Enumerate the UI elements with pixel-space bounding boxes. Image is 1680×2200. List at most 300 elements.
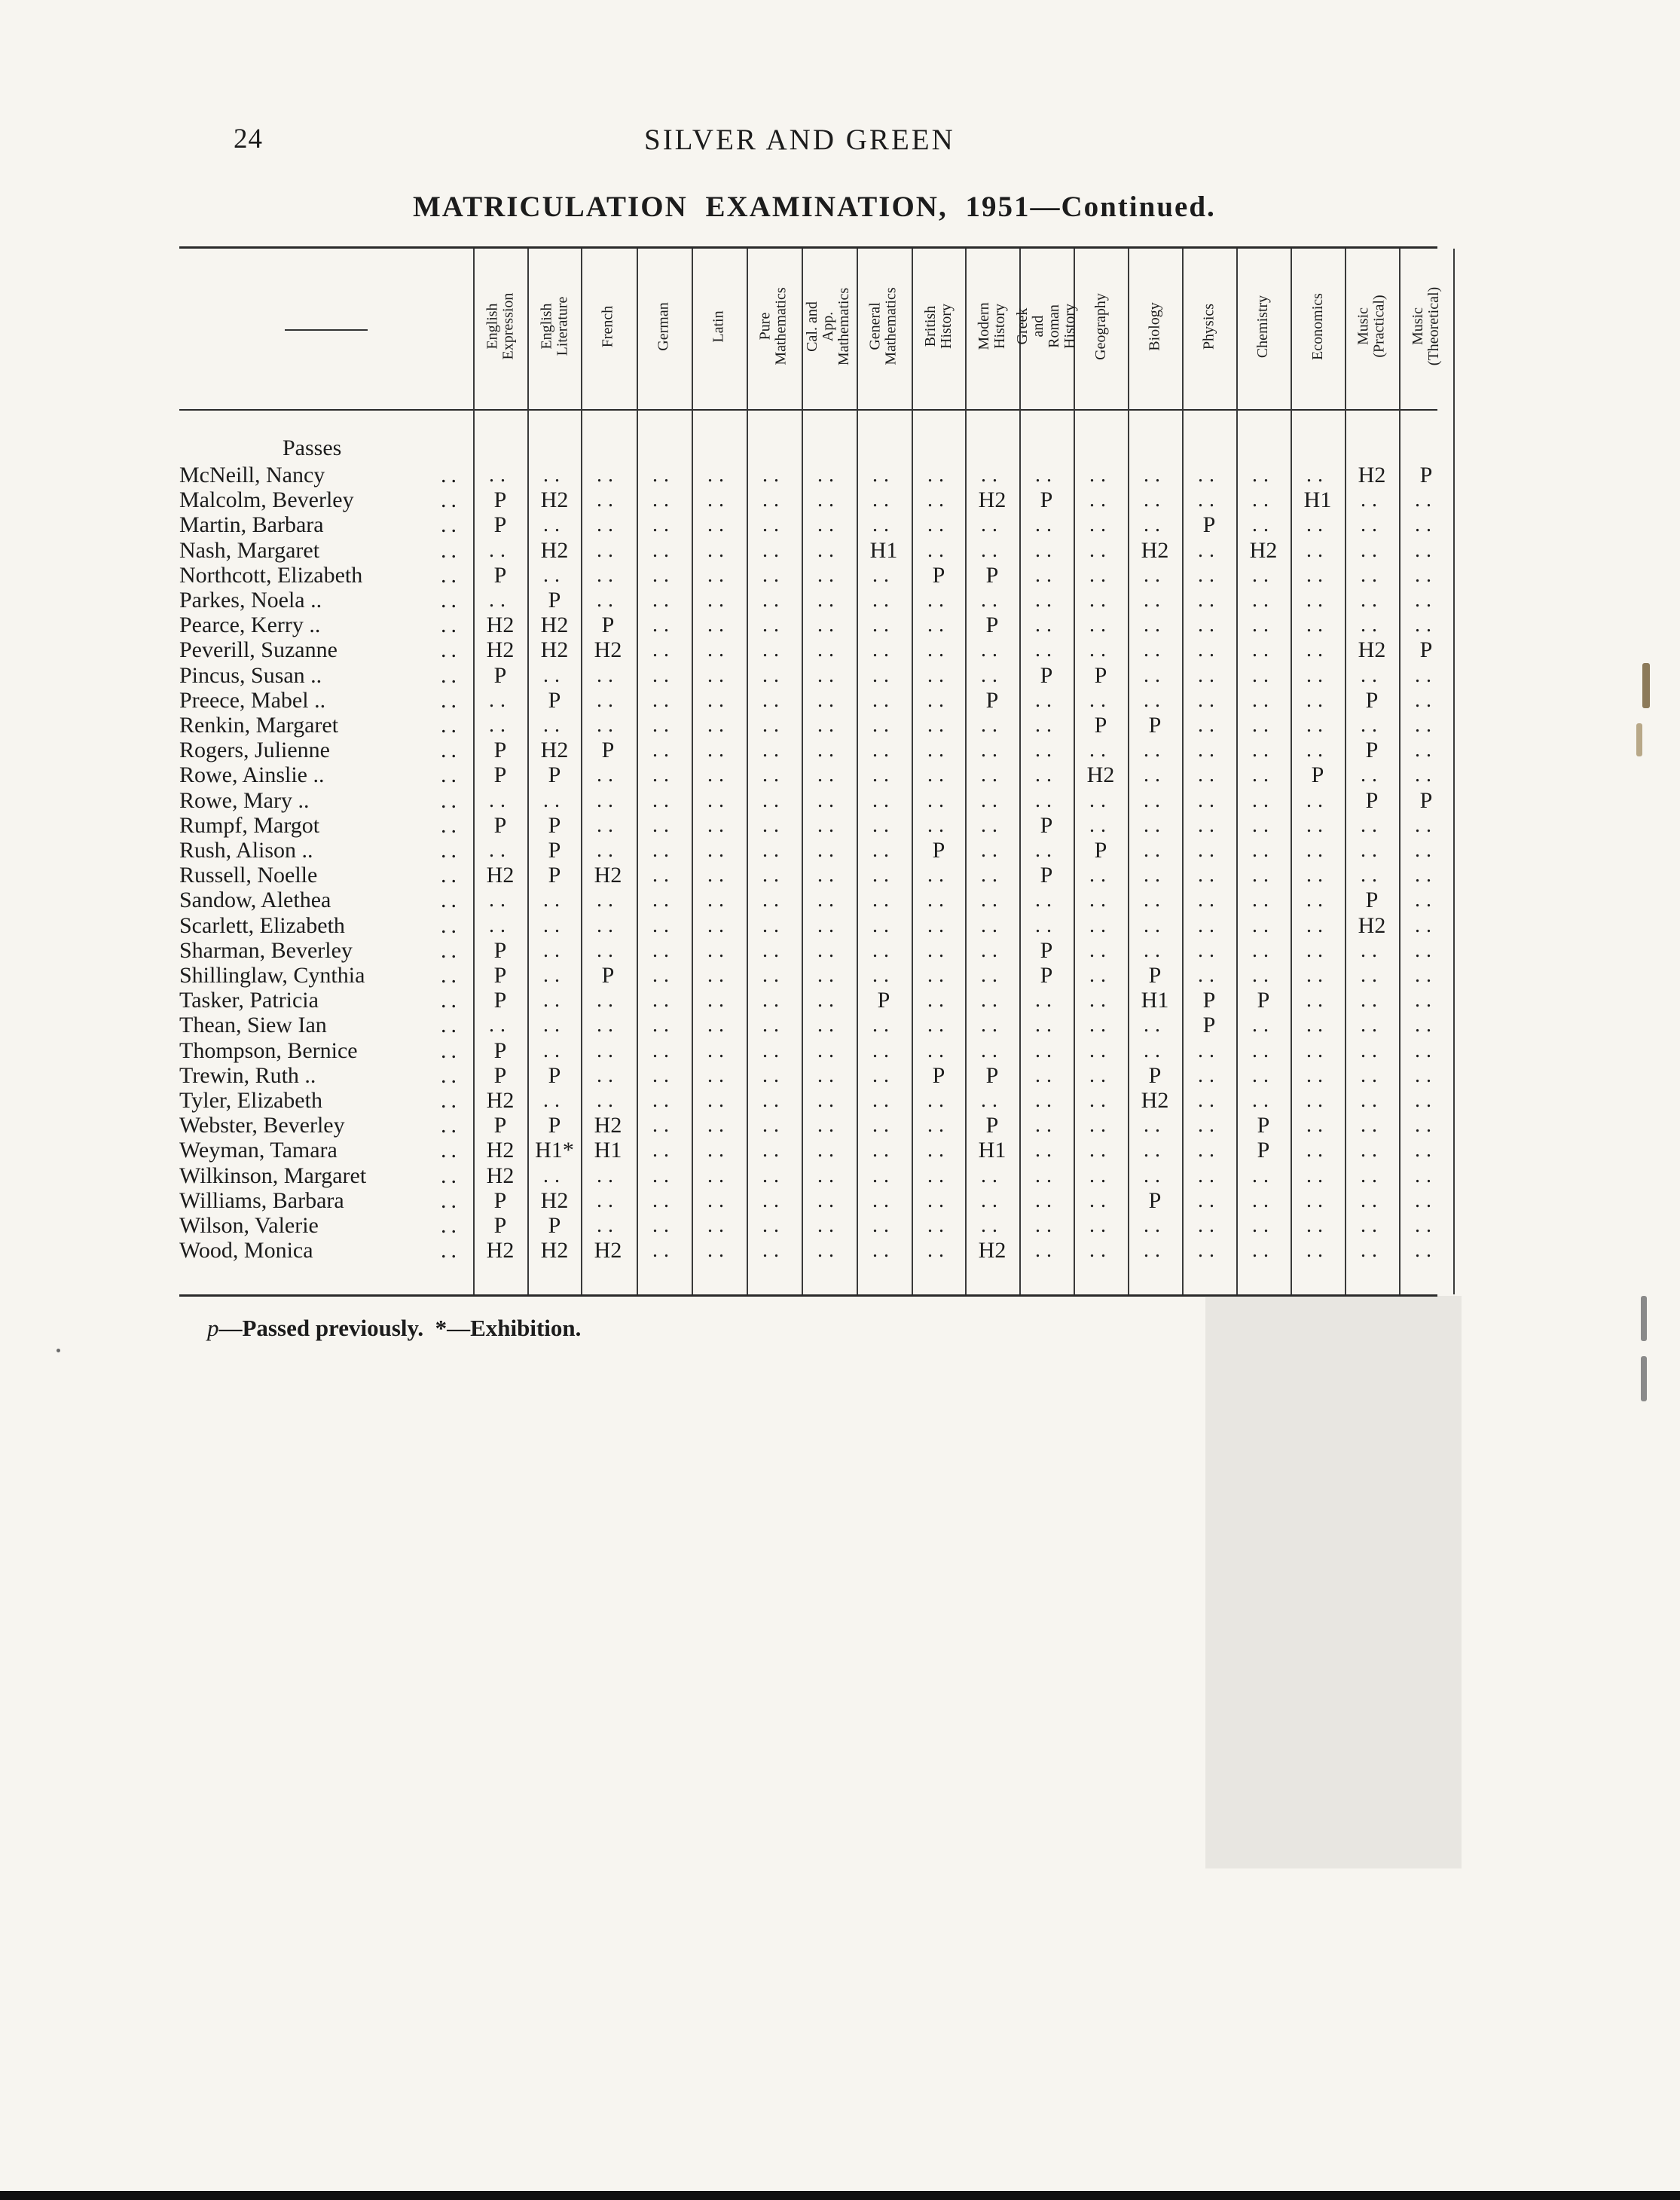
result-cell-english-expression: H2	[486, 863, 515, 888]
result-cell-physics: ..	[1198, 888, 1220, 912]
result-cell-music-practical: ..	[1361, 613, 1383, 637]
result-cell-british-history: ..	[927, 988, 950, 1013]
result-cell-biology: ..	[1144, 563, 1166, 587]
result-cell-latin: ..	[707, 763, 730, 787]
leader-dots: ..	[441, 537, 461, 563]
result-cell-geography: ..	[1089, 738, 1112, 762]
result-cell-british-history: ..	[927, 1138, 950, 1163]
result-cell-greek-roman-history: ..	[1035, 463, 1058, 487]
result-cell-english-expression: P	[493, 1213, 507, 1238]
result-cell-english-expression: H2	[486, 613, 515, 638]
result-cell-music-theoretical: ..	[1415, 913, 1437, 937]
table-row	[0, 1213, 1680, 1238]
result-cell-general-mathematics: ..	[872, 663, 895, 687]
result-cell-french: H2	[594, 1238, 622, 1263]
result-cell-latin: ..	[707, 713, 730, 737]
result-cell-biology: ..	[1144, 938, 1166, 962]
result-cell-latin: ..	[707, 913, 730, 937]
result-cell-modern-history: ..	[981, 888, 1003, 912]
footnote-text-p: —Passed previously.	[218, 1315, 424, 1341]
result-cell-english-literature: ..	[543, 788, 566, 812]
result-cell-cal-app-mathematics: ..	[817, 1089, 840, 1112]
result-cell-british-history: ..	[927, 463, 950, 487]
result-cell-physics: ..	[1198, 763, 1220, 787]
result-cell-british-history: ..	[927, 538, 950, 562]
result-cell-greek-roman-history: ..	[1035, 1038, 1058, 1062]
result-cell-general-mathematics: ..	[872, 888, 895, 912]
column-header-label: Greek and Roman History	[1014, 304, 1078, 349]
result-cell-geography: ..	[1089, 863, 1112, 888]
leader-dots: ..	[441, 1138, 461, 1163]
result-cell-music-theoretical: ..	[1415, 1239, 1437, 1263]
result-cell-biology: H2	[1141, 537, 1169, 563]
result-cell-english-expression: P	[493, 562, 507, 588]
result-cell-latin: ..	[707, 938, 730, 962]
result-cell-english-expression: P	[493, 937, 507, 963]
result-cell-music-theoretical: ..	[1415, 513, 1437, 537]
table-row	[0, 1238, 1680, 1263]
result-cell-pure-mathematics: ..	[762, 863, 785, 888]
result-cell-greek-roman-history: ..	[1035, 1214, 1058, 1237]
result-cell-latin: ..	[707, 463, 730, 487]
result-cell-music-practical: ..	[1361, 1138, 1383, 1163]
result-cell-greek-roman-history: ..	[1035, 563, 1058, 587]
candidate-name: Scarlett, Elizabeth	[179, 912, 345, 938]
leader-dots: ..	[441, 888, 461, 913]
result-cell-english-literature: P	[548, 1213, 561, 1238]
candidate-name: Rush, Alison ..	[179, 838, 313, 863]
result-cell-biology: ..	[1144, 1114, 1166, 1138]
result-cell-latin: ..	[707, 538, 730, 562]
result-cell-pure-mathematics: ..	[762, 1114, 785, 1138]
result-cell-general-mathematics: ..	[872, 913, 895, 937]
result-cell-chemistry: ..	[1252, 638, 1275, 662]
result-cell-physics: ..	[1198, 713, 1220, 737]
result-cell-latin: ..	[707, 813, 730, 837]
result-cell-modern-history: ..	[981, 913, 1003, 937]
result-cell-pure-mathematics: ..	[762, 1038, 785, 1062]
result-cell-english-expression: ..	[489, 788, 512, 812]
result-cell-greek-roman-history: ..	[1035, 788, 1058, 812]
result-cell-pure-mathematics: ..	[762, 763, 785, 787]
result-cell-english-expression: H2	[486, 637, 515, 663]
result-cell-physics: ..	[1198, 1239, 1220, 1263]
result-cell-german: ..	[652, 613, 675, 637]
result-cell-modern-history: ..	[981, 938, 1003, 962]
result-cell-physics: ..	[1198, 688, 1220, 712]
table-row	[0, 838, 1680, 863]
leader-dots: ..	[441, 838, 461, 863]
candidate-name: Rogers, Julienne	[179, 738, 330, 763]
result-cell-music-practical: ..	[1361, 713, 1383, 737]
result-cell-economics: ..	[1306, 938, 1329, 962]
result-cell-chemistry: ..	[1252, 964, 1275, 987]
result-cell-chemistry: ..	[1252, 488, 1275, 512]
column-header-label: Music (Practical)	[1355, 295, 1388, 358]
result-cell-modern-history: ..	[981, 588, 1003, 612]
result-cell-economics: ..	[1306, 988, 1329, 1013]
result-cell-biology: ..	[1144, 813, 1166, 837]
result-cell-french: ..	[597, 563, 619, 587]
result-cell-geography: ..	[1089, 788, 1112, 812]
result-cell-biology: ..	[1144, 613, 1166, 637]
result-cell-music-practical: ..	[1361, 839, 1383, 862]
result-cell-english-literature: P	[548, 863, 561, 888]
result-cell-economics: ..	[1306, 538, 1329, 562]
result-cell-general-mathematics: P	[877, 988, 890, 1013]
footnote	[207, 1315, 581, 1342]
result-cell-general-mathematics: ..	[872, 863, 895, 888]
result-cell-biology: ..	[1144, 913, 1166, 937]
result-cell-english-expression: ..	[489, 688, 512, 712]
result-cell-latin: ..	[707, 1013, 730, 1037]
result-cell-chemistry: P	[1257, 1113, 1270, 1138]
result-cell-cal-app-mathematics: ..	[817, 888, 840, 912]
result-cell-latin: ..	[707, 1063, 730, 1087]
result-cell-chemistry: ..	[1252, 839, 1275, 862]
result-cell-french: ..	[597, 1063, 619, 1087]
result-cell-general-mathematics: ..	[872, 1163, 895, 1187]
leader-dots: ..	[441, 562, 461, 588]
result-cell-pure-mathematics: ..	[762, 888, 785, 912]
column-header-label: Physics	[1200, 303, 1217, 350]
result-cell-chemistry: ..	[1252, 663, 1275, 687]
result-cell-geography: ..	[1089, 538, 1112, 562]
result-cell-cal-app-mathematics: ..	[817, 1038, 840, 1062]
result-cell-pure-mathematics: ..	[762, 488, 785, 512]
result-cell-greek-roman-history: ..	[1035, 1188, 1058, 1212]
result-cell-german: ..	[652, 538, 675, 562]
result-cell-english-literature: H2	[540, 738, 569, 763]
result-cell-physics: P	[1202, 512, 1216, 538]
page-number: 24	[234, 124, 263, 154]
result-cell-cal-app-mathematics: ..	[817, 1114, 840, 1138]
result-cell-general-mathematics: ..	[872, 1138, 895, 1163]
result-cell-physics: P	[1202, 1013, 1216, 1038]
result-cell-british-history: ..	[927, 913, 950, 937]
result-cell-british-history: ..	[927, 938, 950, 962]
table-row	[0, 1013, 1680, 1037]
result-cell-general-mathematics: ..	[872, 713, 895, 737]
result-cell-physics: ..	[1198, 1114, 1220, 1138]
result-cell-music-theoretical: ..	[1415, 1214, 1437, 1237]
result-cell-chemistry: ..	[1252, 613, 1275, 637]
result-cell-pure-mathematics: ..	[762, 1239, 785, 1263]
result-cell-english-literature: P	[548, 838, 561, 863]
result-cell-english-literature: H2	[540, 1187, 569, 1213]
column-header-pure-mathematics	[747, 251, 800, 402]
result-cell-british-history: ..	[927, 513, 950, 537]
result-cell-chemistry: ..	[1252, 738, 1275, 762]
result-cell-chemistry: ..	[1252, 1038, 1275, 1062]
result-cell-french: ..	[597, 1013, 619, 1037]
result-cell-music-practical: ..	[1361, 488, 1383, 512]
result-cell-german: ..	[652, 813, 675, 837]
table-row	[0, 688, 1680, 713]
result-cell-music-practical: ..	[1361, 938, 1383, 962]
result-cell-music-theoretical: ..	[1415, 813, 1437, 837]
result-cell-music-theoretical: P	[1419, 637, 1433, 663]
column-header-german	[637, 251, 690, 402]
result-cell-english-literature: H2	[540, 637, 569, 663]
result-cell-german: ..	[652, 738, 675, 762]
result-cell-physics: ..	[1198, 663, 1220, 687]
result-cell-german: ..	[652, 1114, 675, 1138]
result-cell-pure-mathematics: ..	[762, 538, 785, 562]
candidate-name: Williams, Barbara	[179, 1187, 344, 1213]
result-cell-music-theoretical: ..	[1415, 1038, 1437, 1062]
column-header-modern-history	[966, 251, 1019, 402]
result-cell-modern-history: P	[985, 613, 999, 638]
result-cell-english-literature: P	[548, 588, 561, 613]
leader-dots: ..	[441, 1238, 461, 1263]
result-cell-geography: ..	[1089, 813, 1112, 837]
result-cell-geography: ..	[1089, 938, 1112, 962]
result-cell-physics: ..	[1198, 563, 1220, 587]
result-cell-physics: ..	[1198, 788, 1220, 812]
result-cell-french: ..	[597, 988, 619, 1013]
result-cell-biology: P	[1148, 713, 1162, 738]
result-cell-economics: P	[1311, 762, 1324, 788]
column-header-geography	[1074, 251, 1127, 402]
table-title-year: 1951—Continued.	[965, 191, 1216, 223]
result-cell-music-theoretical: ..	[1415, 964, 1437, 987]
result-cell-music-practical: ..	[1361, 1163, 1383, 1187]
result-cell-general-mathematics: ..	[872, 1188, 895, 1212]
result-cell-british-history: ..	[927, 1038, 950, 1062]
result-cell-greek-roman-history: P	[1040, 662, 1053, 688]
result-cell-english-expression: P	[493, 512, 507, 538]
result-cell-chemistry: ..	[1252, 1089, 1275, 1112]
result-cell-geography: ..	[1089, 1013, 1112, 1037]
result-cell-french: P	[601, 613, 615, 638]
result-cell-biology: H1	[1141, 988, 1169, 1013]
result-cell-geography: ..	[1089, 588, 1112, 612]
speck	[57, 1349, 60, 1352]
result-cell-greek-roman-history: ..	[1035, 588, 1058, 612]
result-cell-latin: ..	[707, 1138, 730, 1163]
result-cell-chemistry: ..	[1252, 563, 1275, 587]
result-cell-latin: ..	[707, 1163, 730, 1187]
table-row	[0, 663, 1680, 688]
result-cell-biology: ..	[1144, 1038, 1166, 1062]
result-cell-biology: ..	[1144, 788, 1166, 812]
result-cell-music-practical: ..	[1361, 1239, 1383, 1263]
result-cell-french: P	[601, 738, 615, 763]
result-cell-economics: ..	[1306, 513, 1329, 537]
table-row	[0, 563, 1680, 588]
result-cell-economics: ..	[1306, 1038, 1329, 1062]
result-cell-french: H1	[594, 1138, 622, 1163]
result-cell-modern-history: P	[985, 1113, 999, 1138]
result-cell-biology: ..	[1144, 738, 1166, 762]
result-cell-biology: ..	[1144, 863, 1166, 888]
result-cell-english-literature: P	[548, 1062, 561, 1088]
result-cell-french: ..	[597, 713, 619, 737]
result-cell-latin: ..	[707, 964, 730, 987]
result-cell-english-expression: P	[493, 762, 507, 788]
column-header-economics	[1291, 251, 1344, 402]
result-cell-modern-history: H2	[978, 487, 1006, 513]
result-cell-latin: ..	[707, 613, 730, 637]
result-cell-pure-mathematics: ..	[762, 613, 785, 637]
result-cell-chemistry: ..	[1252, 913, 1275, 937]
column-header-cal-app-mathematics	[802, 251, 855, 402]
result-cell-cal-app-mathematics: ..	[817, 1013, 840, 1037]
bottom-edge	[0, 2191, 1680, 2200]
table-row	[0, 1063, 1680, 1088]
result-cell-music-theoretical: ..	[1415, 1138, 1437, 1163]
candidate-name: Preece, Mabel ..	[179, 687, 326, 713]
result-cell-greek-roman-history: P	[1040, 487, 1053, 513]
leader-dots: ..	[441, 1187, 461, 1213]
result-cell-biology: ..	[1144, 763, 1166, 787]
table-row	[0, 613, 1680, 637]
result-cell-general-mathematics: ..	[872, 738, 895, 762]
result-cell-german: ..	[652, 688, 675, 712]
result-cell-modern-history: ..	[981, 964, 1003, 987]
column-header-label: German	[655, 301, 672, 351]
result-cell-french: ..	[597, 513, 619, 537]
leader-dots: ..	[441, 662, 461, 688]
result-cell-physics: ..	[1198, 588, 1220, 612]
result-cell-modern-history: ..	[981, 1188, 1003, 1212]
result-cell-biology: ..	[1144, 663, 1166, 687]
result-cell-music-theoretical: ..	[1415, 1013, 1437, 1037]
result-cell-english-literature: ..	[543, 988, 566, 1013]
result-cell-general-mathematics: ..	[872, 463, 895, 487]
result-cell-geography: ..	[1089, 1214, 1112, 1237]
result-cell-music-theoretical: ..	[1415, 713, 1437, 737]
result-cell-general-mathematics: ..	[872, 964, 895, 987]
result-cell-latin: ..	[707, 1038, 730, 1062]
result-cell-general-mathematics: ..	[872, 1214, 895, 1237]
result-cell-british-history: ..	[927, 638, 950, 662]
candidate-name: Wilson, Valerie	[179, 1213, 319, 1238]
leader-dots: ..	[441, 687, 461, 713]
result-cell-cal-app-mathematics: ..	[817, 964, 840, 987]
column-header-label: English Expression	[484, 292, 517, 360]
result-cell-british-history: ..	[927, 788, 950, 812]
table-row	[0, 512, 1680, 537]
result-cell-latin: ..	[707, 988, 730, 1013]
result-cell-pure-mathematics: ..	[762, 788, 785, 812]
result-cell-chemistry: ..	[1252, 688, 1275, 712]
leader-dots: ..	[441, 738, 461, 763]
result-cell-english-literature: ..	[543, 563, 566, 587]
result-cell-biology: H2	[1141, 1088, 1169, 1113]
candidate-name: Rowe, Ainslie ..	[179, 762, 325, 788]
result-cell-geography: ..	[1089, 638, 1112, 662]
result-cell-geography: P	[1094, 838, 1107, 863]
leader-dots: ..	[441, 487, 461, 513]
result-cell-geography: ..	[1089, 488, 1112, 512]
table-row	[0, 988, 1680, 1013]
result-cell-music-practical: ..	[1361, 538, 1383, 562]
result-cell-chemistry: ..	[1252, 513, 1275, 537]
result-cell-german: ..	[652, 588, 675, 612]
result-cell-biology: ..	[1144, 513, 1166, 537]
result-cell-chemistry: ..	[1252, 588, 1275, 612]
footnote-text-star: —Exhibition.	[447, 1315, 582, 1341]
result-cell-british-history: ..	[927, 1089, 950, 1112]
result-cell-music-theoretical: ..	[1415, 839, 1437, 862]
result-cell-general-mathematics: ..	[872, 513, 895, 537]
result-cell-greek-roman-history: ..	[1035, 713, 1058, 737]
result-cell-modern-history: H1	[978, 1138, 1006, 1163]
result-cell-french: ..	[597, 688, 619, 712]
leader-dots: ..	[441, 1062, 461, 1088]
result-cell-english-literature: ..	[543, 713, 566, 737]
result-cell-modern-history: ..	[981, 538, 1003, 562]
table-row	[0, 813, 1680, 838]
result-cell-chemistry: ..	[1252, 813, 1275, 837]
result-cell-english-expression: P	[493, 1037, 507, 1063]
result-cell-chemistry: ..	[1252, 938, 1275, 962]
result-cell-french: ..	[597, 663, 619, 687]
result-cell-german: ..	[652, 863, 675, 888]
result-cell-greek-roman-history: ..	[1035, 888, 1058, 912]
result-cell-greek-roman-history: P	[1040, 812, 1053, 838]
result-cell-english-expression: ..	[489, 588, 512, 612]
leader-dots: ..	[441, 512, 461, 538]
result-cell-english-expression: ..	[489, 463, 512, 487]
result-cell-french: ..	[597, 1188, 619, 1212]
result-cell-cal-app-mathematics: ..	[817, 839, 840, 862]
result-cell-modern-history: ..	[981, 839, 1003, 862]
result-cell-latin: ..	[707, 588, 730, 612]
result-cell-geography: ..	[1089, 613, 1112, 637]
leader-dots: ..	[441, 963, 461, 988]
result-cell-british-history: ..	[927, 1239, 950, 1263]
result-cell-general-mathematics: ..	[872, 588, 895, 612]
candidate-name: Rumpf, Margot	[179, 812, 320, 838]
result-cell-british-history: ..	[927, 588, 950, 612]
result-cell-cal-app-mathematics: ..	[817, 1239, 840, 1263]
result-cell-music-practical: H2	[1358, 463, 1386, 487]
table-row	[0, 1188, 1680, 1213]
result-cell-chemistry: ..	[1252, 863, 1275, 888]
result-cell-music-practical: ..	[1361, 513, 1383, 537]
result-cell-greek-roman-history: P	[1040, 863, 1053, 888]
result-cell-chemistry: ..	[1252, 1063, 1275, 1087]
result-cell-general-mathematics: H1	[869, 537, 898, 563]
result-cell-biology: ..	[1144, 688, 1166, 712]
leader-dots: ..	[441, 937, 461, 963]
result-cell-modern-history: ..	[981, 738, 1003, 762]
leader-dots: ..	[441, 762, 461, 788]
result-cell-music-theoretical: ..	[1415, 863, 1437, 888]
result-cell-music-theoretical: P	[1419, 787, 1433, 813]
result-cell-physics: ..	[1198, 1163, 1220, 1187]
result-cell-modern-history: ..	[981, 1214, 1003, 1237]
result-cell-chemistry: P	[1257, 1138, 1270, 1163]
result-cell-english-expression: H2	[486, 1088, 515, 1113]
result-cell-modern-history: ..	[981, 713, 1003, 737]
result-cell-german: ..	[652, 1214, 675, 1237]
result-cell-economics: ..	[1306, 788, 1329, 812]
result-cell-pure-mathematics: ..	[762, 1138, 785, 1163]
result-cell-english-literature: ..	[543, 913, 566, 937]
result-cell-greek-roman-history: ..	[1035, 688, 1058, 712]
result-cell-chemistry: ..	[1252, 763, 1275, 787]
result-cell-cal-app-mathematics: ..	[817, 938, 840, 962]
result-cell-geography: ..	[1089, 988, 1112, 1013]
table-row	[0, 713, 1680, 738]
result-cell-british-history: ..	[927, 613, 950, 637]
table-row	[0, 463, 1680, 487]
result-cell-economics: ..	[1306, 888, 1329, 912]
